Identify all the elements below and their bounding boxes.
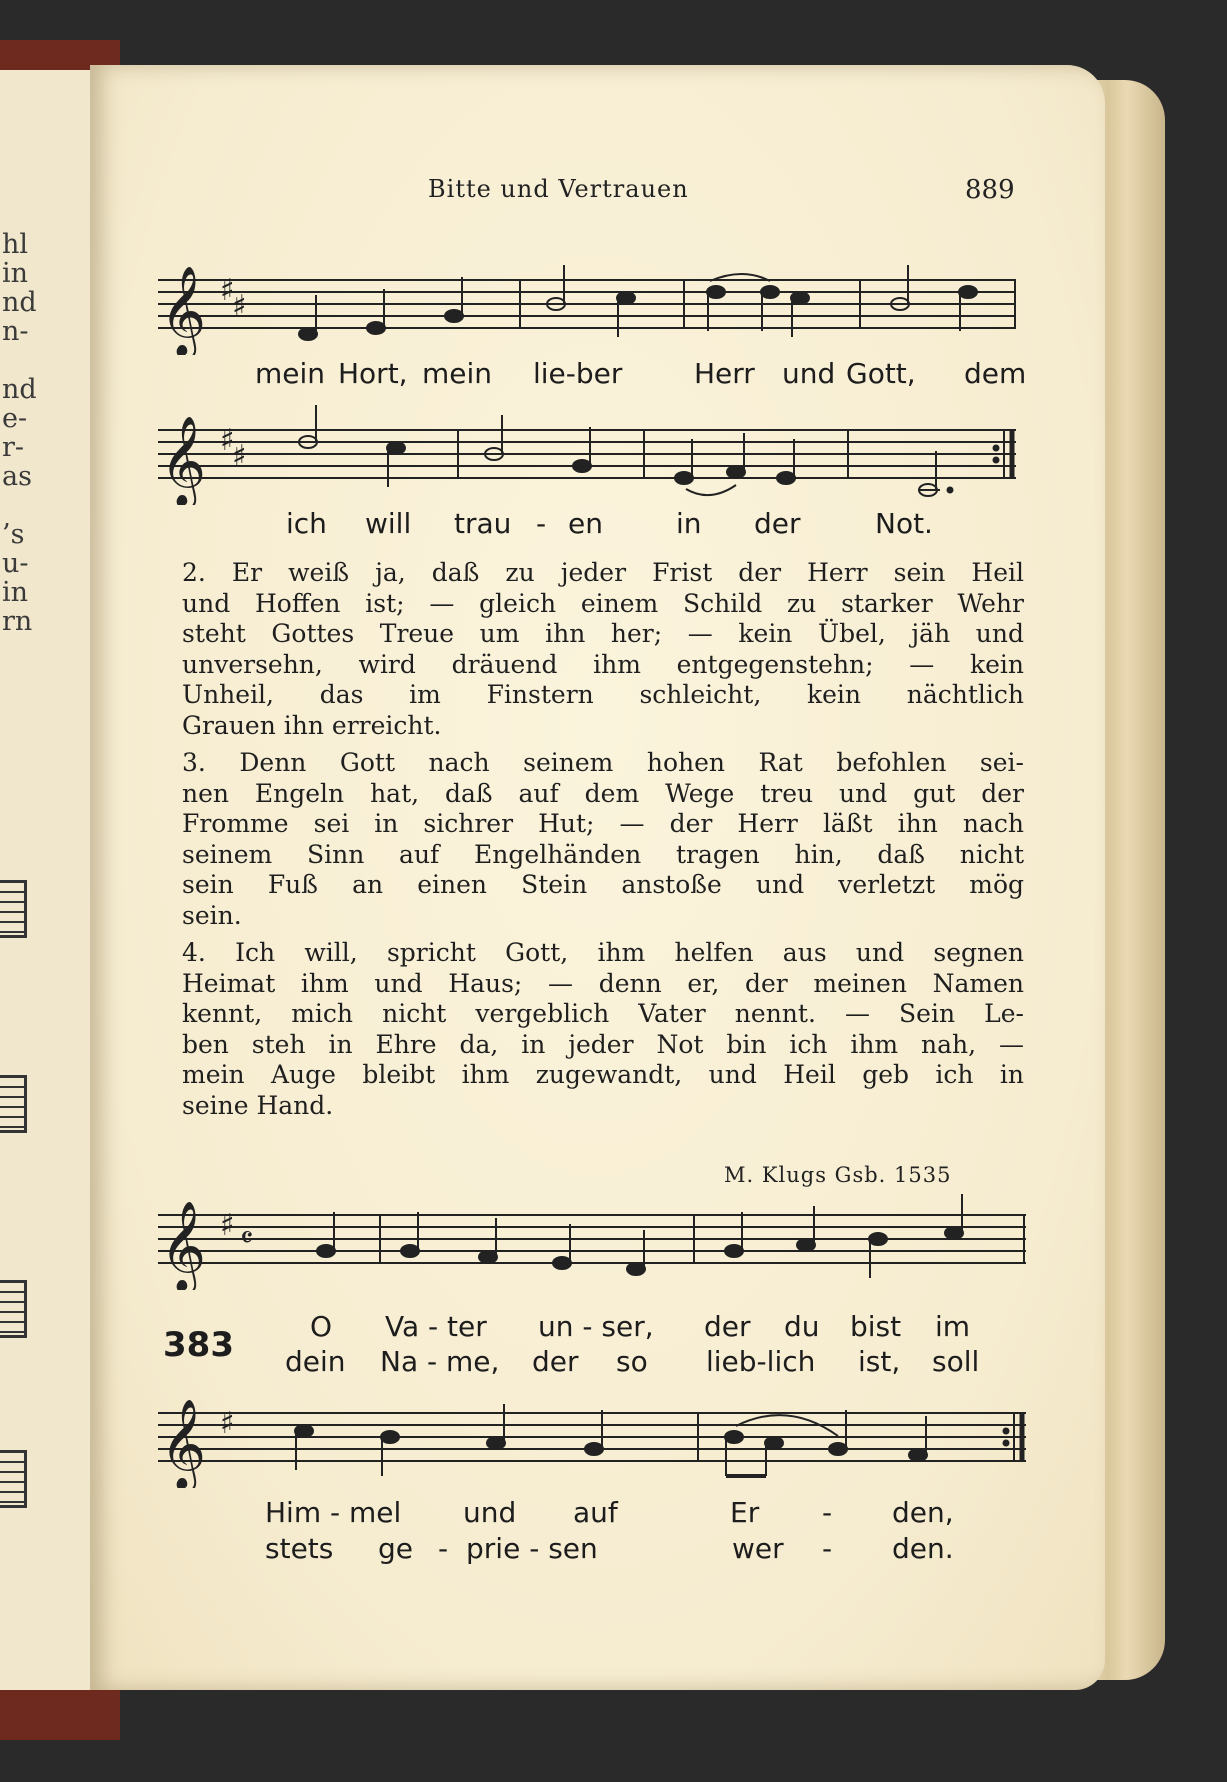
lyric-word: und [782, 357, 836, 390]
lyric-word: O [310, 1310, 333, 1343]
lyric-word: dein [285, 1345, 346, 1378]
lyric-word: im [935, 1310, 971, 1343]
lyric-word: - [822, 1532, 833, 1565]
lyric-word: in [676, 507, 702, 540]
lyric-word: der [754, 507, 801, 540]
lyric-word: stets [265, 1532, 334, 1565]
lyric-word: ist, [858, 1345, 901, 1378]
music-staff-4 [158, 1388, 1028, 1488]
treble-clef-icon: 𝄞 [160, 1399, 207, 1488]
verse-4: 4. Ich will, spricht Gott, ihm helfen aus und segnen Heimat ihm und Haus; — denn er, der meinen Namen kennt, mich nicht vergeblich Vater nennt. — Sein Le- ben steh in Ehre da, in jeder Not bin ich ihm nah, — mein Auge bleibt ihm zugewandt, und Heil geb ich in seine Hand. [182, 938, 1024, 1120]
music-staff-1 [158, 255, 1018, 355]
staff-fragment [0, 1450, 27, 1508]
lyric-word: soll [932, 1345, 980, 1378]
lyric-word: wer [732, 1532, 784, 1565]
lyric-word: Herr [694, 357, 755, 390]
lyric-word: prie - sen [466, 1532, 598, 1565]
lyric-word: den, [892, 1496, 954, 1529]
lyric-word: - [822, 1496, 833, 1529]
sharp-icon: ♯ [232, 289, 247, 324]
treble-clef-icon: 𝄞 [160, 416, 207, 505]
lyric-word: und [463, 1496, 517, 1529]
lyric-word: lieb-lich [706, 1345, 816, 1378]
lyric-word: en [568, 507, 603, 540]
lyric-word: un - ser, [538, 1310, 654, 1343]
treble-clef-icon: 𝄞 [160, 1201, 207, 1290]
lyric-word: der [532, 1345, 579, 1378]
page-number: 889 [965, 175, 1015, 205]
lyric-word: auf [573, 1496, 618, 1529]
lyric-word: den. [892, 1532, 954, 1565]
lyric-word: Hort, [338, 357, 408, 390]
source-attribution: M. Klugs Gsb. 1535 [724, 1163, 952, 1187]
lyric-word: Va - ter [385, 1310, 487, 1343]
staff-fragment [0, 1280, 27, 1338]
verse-text [152, 558, 1024, 1128]
lyric-word: mein [255, 357, 326, 390]
left-page-text: hl in nd n- nd e- r- as ’s u- in rn [2, 230, 37, 636]
verse-2: 2. Er weiß ja, daß zu jeder Frist der Herr sein Heil und Hoffen ist; — gleich einem Schild zu starker Wehr steht Gottes Treue um ihn her; — kein Übel, jäh und unversehn, wird dräuend ihm entgegenstehn; — kein Unheil, das im Finstern schleicht, kein nächtlich Grauen ihn erreicht. [182, 558, 1024, 740]
left-page-fragment [0, 70, 94, 1690]
sharp-icon: ♯ [220, 423, 235, 458]
staff-fragment [0, 880, 27, 938]
lyric-word: dem [964, 357, 1027, 390]
treble-clef-icon: 𝄞 [160, 266, 207, 355]
sharp-icon: ♯ [232, 439, 247, 474]
common-time-icon: 𝄴 [240, 1221, 254, 1256]
lyric-word: trau [454, 507, 512, 540]
lyric-word: bist [850, 1310, 902, 1343]
lyric-word: will [365, 507, 412, 540]
sharp-icon: ♯ [220, 1406, 235, 1441]
lyric-word: Gott, [846, 357, 916, 390]
sharp-icon: ♯ [220, 1208, 235, 1243]
lyric-word: Not. [875, 507, 933, 540]
hymn-number: 383 [163, 1325, 234, 1365]
music-staff-2 [158, 405, 1018, 505]
page-header-title: Bitte und Vertrauen [428, 175, 689, 203]
staff-fragment [0, 1075, 27, 1133]
lyric-word: der [704, 1310, 751, 1343]
lyric-word: - [438, 1532, 449, 1565]
lyric-word: lie-ber [533, 357, 623, 390]
sharp-icon: ♯ [220, 273, 235, 308]
lyric-word: mein [422, 357, 493, 390]
lyric-word: Er [730, 1496, 760, 1529]
verse-3: 3. Denn Gott nach seinem hohen Rat befohlen sei- nen Engeln hat, daß auf dem Wege treu und gut der Fromme sei in sichrer Hut; — der Herr läßt ihn nach seinem Sinn auf Engelhänden tragen hin, daß nicht sein Fuß an einen Stein anstoße und verletzt mög sein. [182, 748, 1024, 930]
music-staff-3 [158, 1190, 1028, 1290]
lyric-word: - [536, 507, 547, 540]
lyric-word: so [616, 1345, 648, 1378]
lyric-word: Him - mel [265, 1496, 402, 1529]
lyric-word: ich [286, 507, 327, 540]
lyric-word: Na - me, [380, 1345, 500, 1378]
lyric-word: ge [378, 1532, 413, 1565]
lyric-word: du [784, 1310, 820, 1343]
